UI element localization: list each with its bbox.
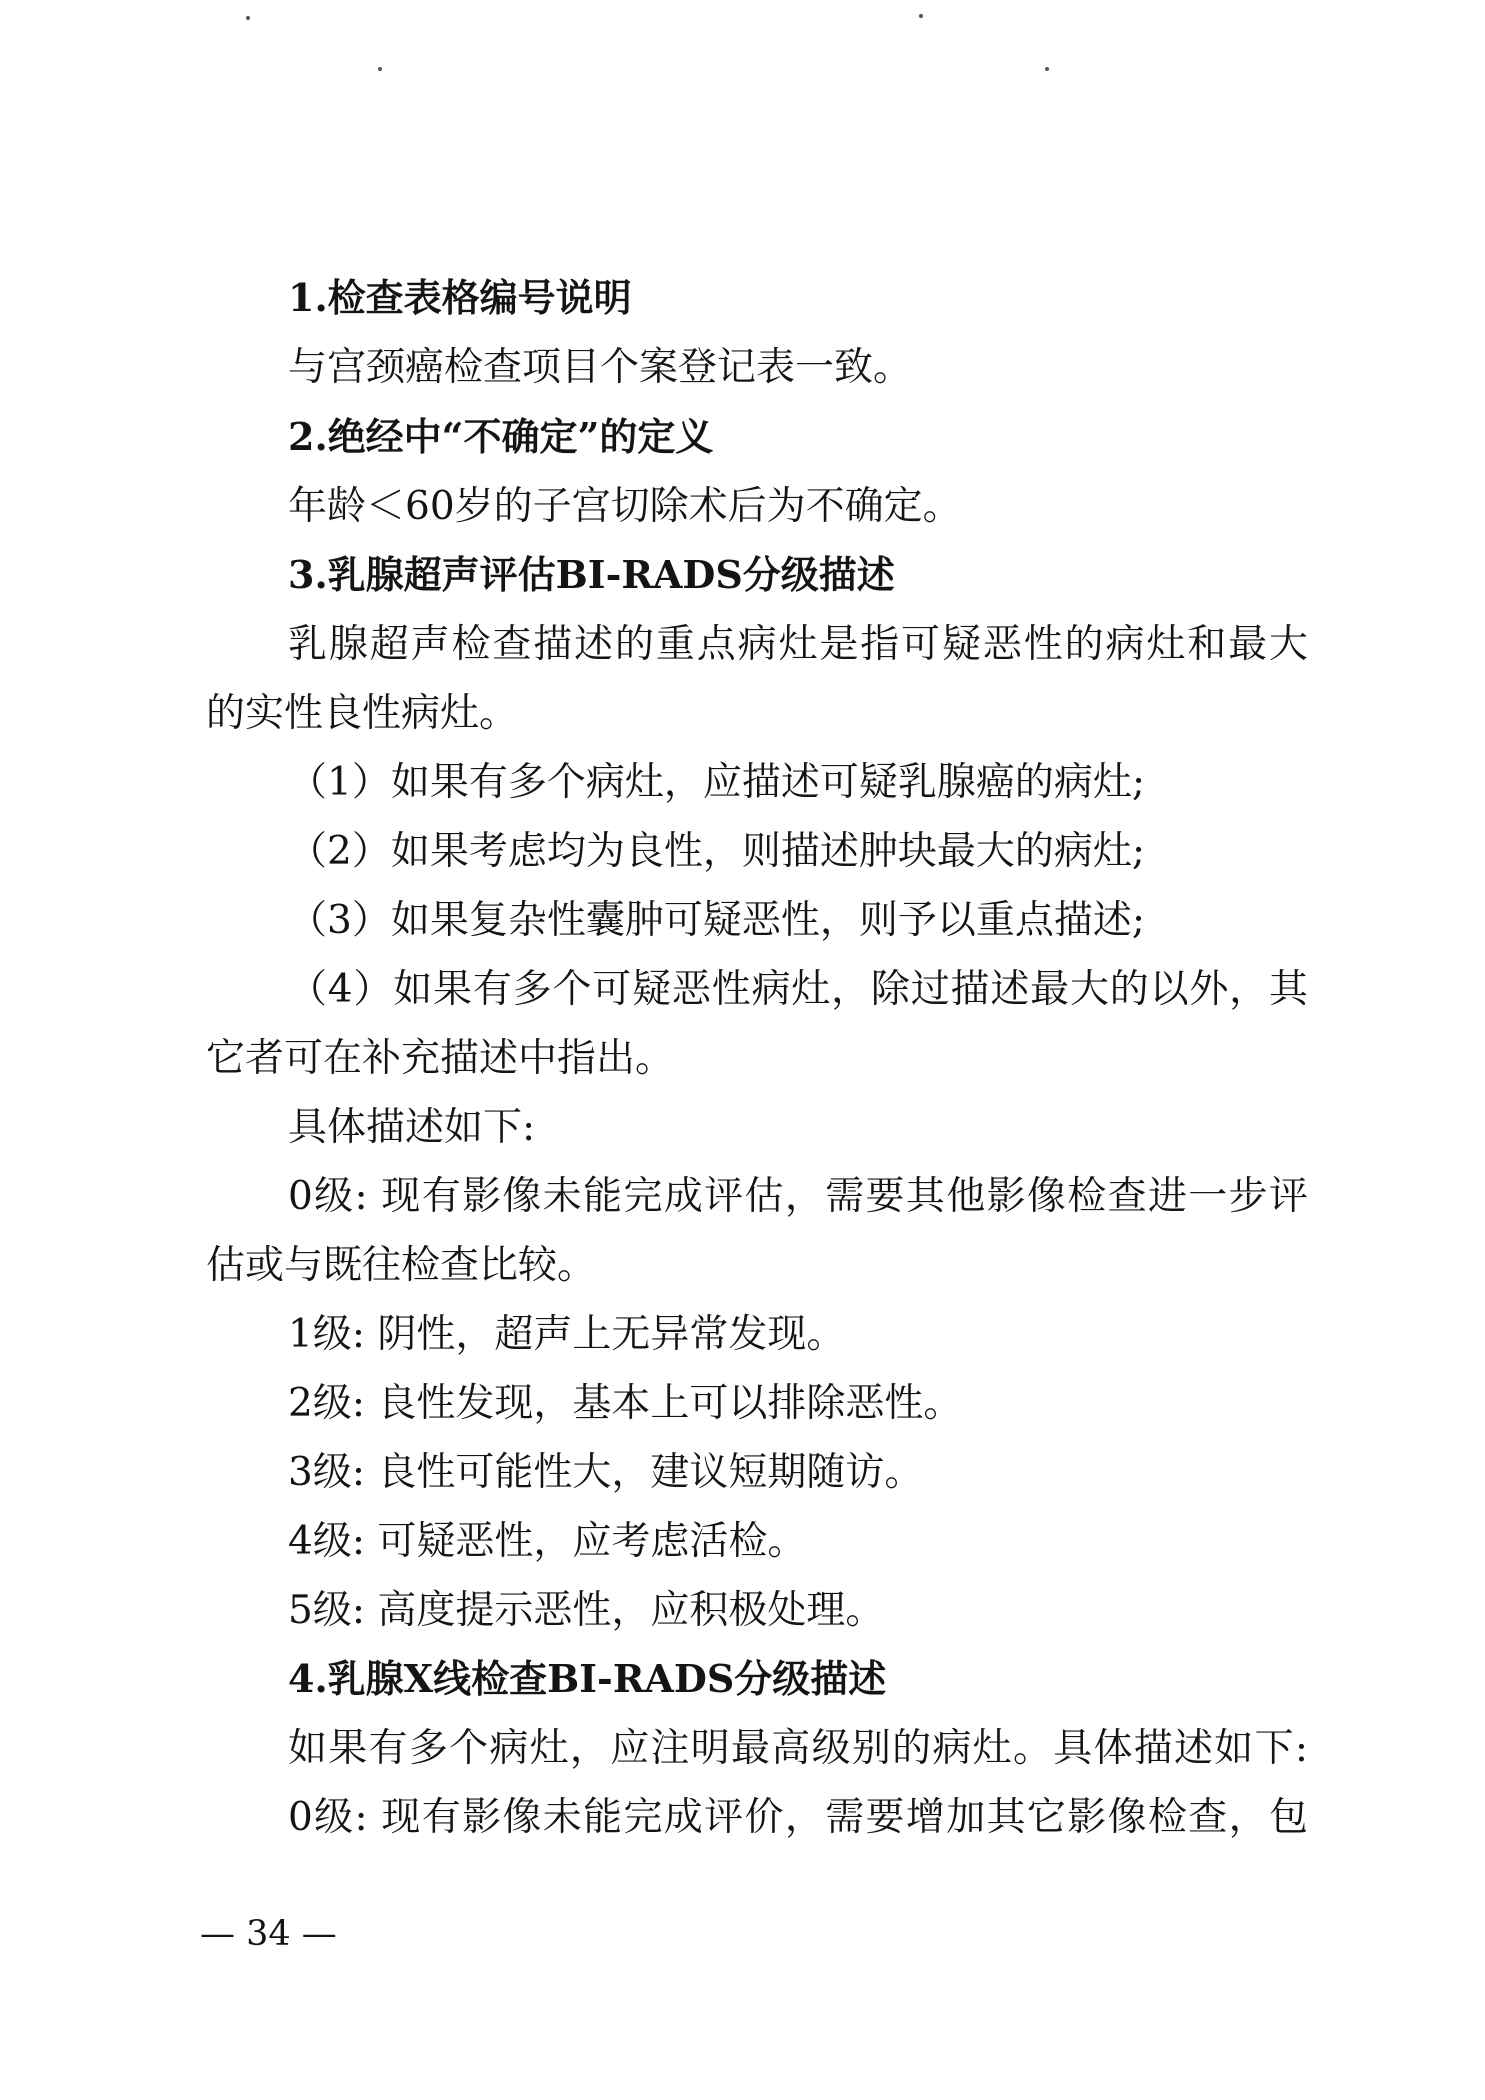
scan-speck [378,67,382,71]
scan-speck [1045,67,1049,71]
section-3-intro-line2: 的实性良性病灶。 [206,691,519,736]
scan-speck [246,16,250,20]
section-2-text: 年龄＜60岁的子宫切除术后为不确定。 [288,484,962,529]
page-number: — 34 — [200,1914,337,1954]
section-3-heading: 3.乳腺超声评估BI-RADS分级描述 [288,552,895,597]
grade-line: 0级: 现有影像未能完成评估，需要其他影像检查进一步评 [288,1174,1308,1219]
section-1-text: 与宫颈癌检查项目个案登记表一致。 [288,345,913,390]
list-item-continuation: 它者可在补充描述中指出。 [206,1036,675,1081]
grade-line: 估或与既往检查比较。 [206,1243,597,1288]
list-item: （4）如果有多个可疑恶性病灶，除过描述最大的以外，其 [288,967,1308,1012]
scan-speck [919,14,923,18]
section-1-heading: 1.检查表格编号说明 [288,275,632,320]
list-item: （2）如果考虑均为良性，则描述肿块最大的病灶; [288,829,1145,874]
grade-line: 4级: 可疑恶性，应考虑活检。 [288,1519,807,1564]
detail-intro: 具体描述如下: [288,1105,536,1150]
list-item: （1）如果有多个病灶，应描述可疑乳腺癌的病灶; [288,760,1145,805]
section-4-grade-0: 0级: 现有影像未能完成评价，需要增加其它影像检查，包 [288,1795,1308,1840]
grade-line: 3级: 良性可能性大，建议短期随访。 [288,1450,924,1495]
section-4-heading: 4.乳腺X线检查BI-RADS分级描述 [288,1656,887,1701]
section-2-heading: 2.绝经中“不确定”的定义 [288,414,714,459]
section-4-intro: 如果有多个病灶，应注明最高级别的病灶。具体描述如下: [288,1726,1308,1771]
grade-line: 1级: 阴性，超声上无异常发现。 [288,1312,846,1357]
section-3-intro-line1: 乳腺超声检查描述的重点病灶是指可疑恶性的病灶和最大 [288,622,1308,667]
grade-line: 2级: 良性发现，基本上可以排除恶性。 [288,1381,963,1426]
list-item: （3）如果复杂性囊肿可疑恶性，则予以重点描述; [288,898,1145,943]
grade-line: 5级: 高度提示恶性，应积极处理。 [288,1588,885,1633]
